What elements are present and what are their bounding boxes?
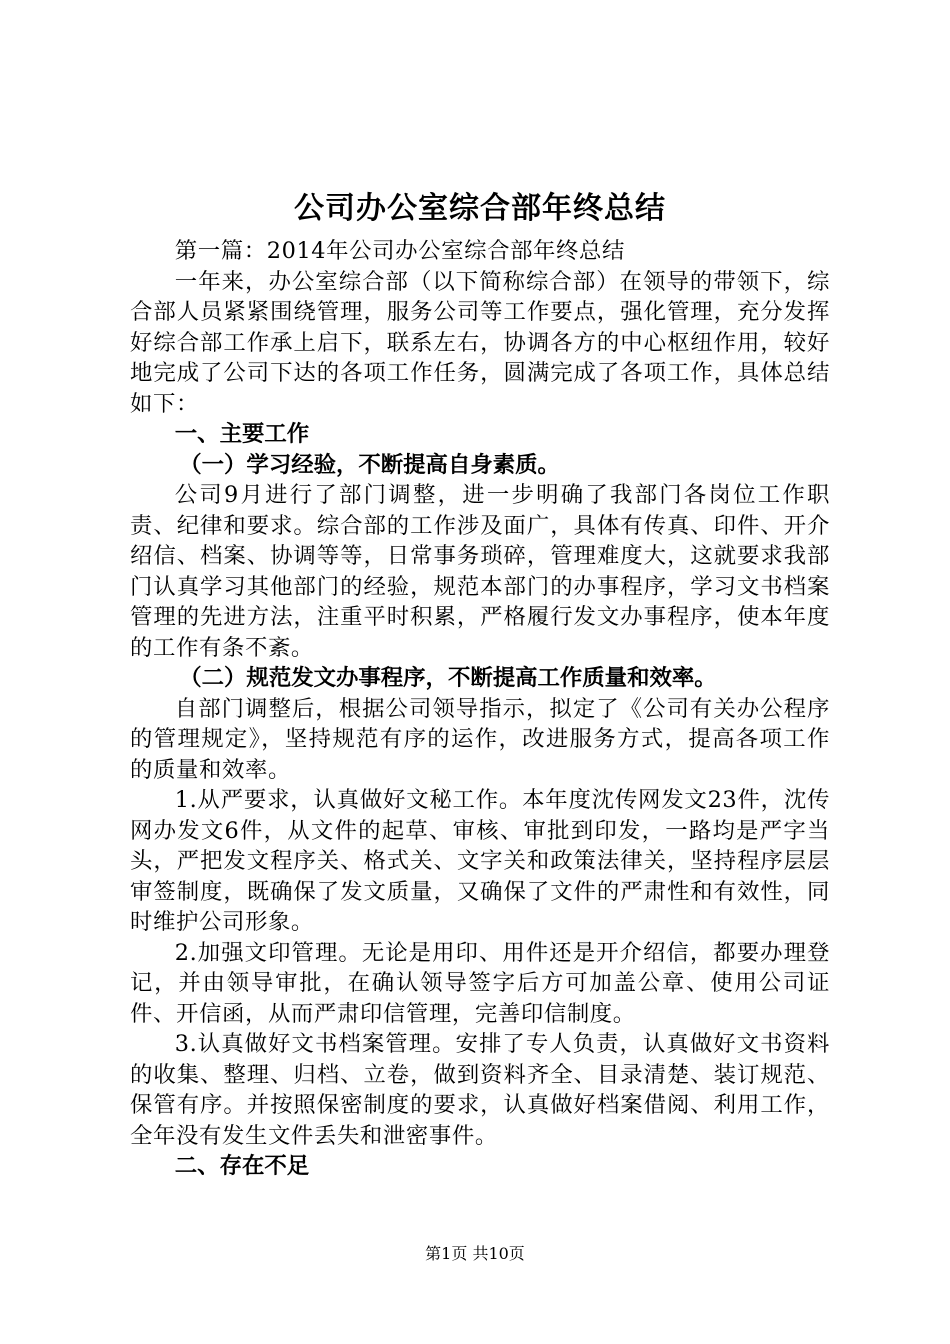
subsection-paragraph-learning: 公司9月进行了部门调整，进一步明确了我部门各岗位工作职责、纪律和要求。综合部的工作涉及面广，具体有传真、印件、开介绍信、档案、协调等等，日常事务琐碎，管理难度大，这就要求我部门认真学习其他部门的经验，规范本部门的办事程序，学习文书档案管理的先进方法，注重平时积累，严格履行发文办事程序，使本年度的工作有条不紊。 <box>130 482 830 661</box>
document-subtitle: 第一篇：2014年公司办公室综合部年终总结 <box>174 238 626 264</box>
page-footer: 第1页 共10页 <box>425 1244 525 1263</box>
list-item-secretarial: 1.从严要求，认真做好文秘工作。本年度沈传网发文23件，沈传网办发文6件，从文件的起草、审核、审批到印发，一路均是严字当头，严把发文程序关、格式关、文字关和政策法律关，坚持程序层层审签制度，既确保了发文质量，又确保了文件的严肃性和有效性，同时维护公司形象。 <box>130 787 830 935</box>
subsection-heading-procedures: （二）规范发文办事程序，不断提高工作质量和效率。 <box>179 665 717 691</box>
section-heading-main-work: 一、主要工作 <box>174 421 310 447</box>
document-title: 公司办公室综合部年终总结 <box>294 191 666 226</box>
document-page <box>130 186 830 1182</box>
list-item-seal-management: 2.加强文印管理。无论是用印、用件还是开介绍信，都要办理登记，并由领导审批，在确认领导签字后方可加盖公章、使用公司证件、开信函，从而严肃印信管理，完善印信制度。 <box>130 939 830 1027</box>
list-item-archives: 3.认真做好文书档案管理。安排了专人负责，认真做好文书资料的收集、整理、归档、立卷，做到资料齐全、目录清楚、装订规范、保管有序。并按照保密制度的要求，认真做好档案借阅、利用工作，全年没有发生文件丢失和泄密事件。 <box>130 1031 830 1149</box>
intro-paragraph: 一年来，办公室综合部（以下简称综合部）在领导的带领下，综合部人员紧紧围绕管理，服务公司等工作要点，强化管理，充分发挥好综合部工作承上启下，联系左右，协调各方的中心枢纽作用，较好地完成了公司下达的各项工作任务，圆满完成了各项工作，具体总结如下： <box>130 268 830 417</box>
section-heading-shortcomings: 二、存在不足 <box>174 1153 310 1179</box>
subsection-heading-learning: （一）学习经验，不断提高自身素质。 <box>179 451 560 478</box>
subsection-paragraph-procedures: 自部门调整后，根据公司领导指示，拟定了《公司有关办公程序的管理规定》，坚持规范有序的运作，改进服务方式，提高各项工作的质量和效率。 <box>130 695 830 783</box>
